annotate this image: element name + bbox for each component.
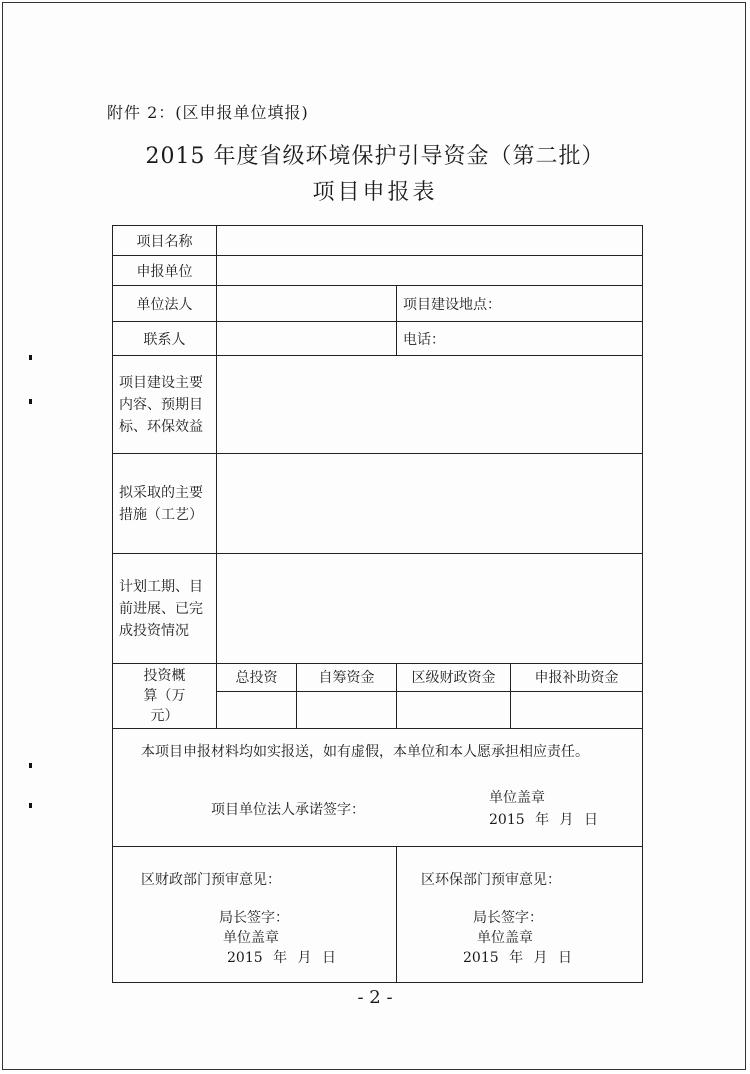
total-investment-header: 总投资 bbox=[217, 664, 297, 692]
pledge-section bbox=[113, 729, 643, 847]
page-number: - 2 - bbox=[357, 987, 393, 1008]
finance-seal-label: 单位盖章 bbox=[223, 930, 279, 946]
measures-field[interactable] bbox=[217, 454, 643, 554]
document-title: 2015 年度省级环境保护引导资金（第二批） bbox=[145, 144, 605, 169]
investment-label: 投资概算（万元） bbox=[113, 664, 217, 729]
env-opinion-title: 区环保部门预审意见： bbox=[421, 872, 561, 888]
phone-label: 电话： bbox=[403, 331, 445, 348]
finance-sign-label: 局长签字： bbox=[219, 910, 289, 926]
env-sign-label: 局长签字： bbox=[473, 910, 543, 926]
phone-field[interactable] bbox=[397, 322, 643, 356]
pledge-date: 2015 年 月 日 bbox=[489, 812, 598, 828]
project-name-label: 项目名称 bbox=[113, 226, 217, 256]
finance-date: 2015 年 月 日 bbox=[227, 950, 336, 966]
subsidy-requested-field[interactable] bbox=[511, 691, 643, 728]
self-raised-header: 自筹资金 bbox=[297, 664, 397, 692]
legal-rep-field[interactable] bbox=[217, 286, 397, 322]
env-opinion-cell bbox=[397, 847, 643, 983]
content-field[interactable] bbox=[217, 356, 643, 454]
schedule-field[interactable] bbox=[217, 554, 643, 664]
pledge-seal-label: 单位盖章 bbox=[489, 790, 545, 806]
attachment-note: 附件 2：(区申报单位填报) bbox=[107, 103, 309, 122]
applicant-label: 申报单位 bbox=[113, 256, 217, 286]
document-subtitle: 项目申报表 bbox=[312, 180, 438, 205]
subsidy-requested-header: 申报补助资金 bbox=[511, 664, 643, 692]
district-fiscal-field[interactable] bbox=[397, 691, 511, 728]
applicant-field[interactable] bbox=[217, 256, 643, 286]
location-field[interactable] bbox=[397, 286, 643, 322]
pledge-statement: 本项目申报材料均如实报送，如有虚假，本单位和本人愿承担相应责任。 bbox=[141, 744, 589, 760]
scan-mark bbox=[29, 399, 32, 404]
self-raised-field[interactable] bbox=[297, 691, 397, 728]
scan-mark bbox=[29, 355, 32, 360]
scan-mark bbox=[29, 763, 32, 768]
env-seal-label: 单位盖章 bbox=[477, 930, 533, 946]
env-date: 2015 年 月 日 bbox=[463, 950, 572, 966]
schedule-label: 计划工期、目前进展、已完成投资情况 bbox=[113, 554, 217, 664]
measures-label: 拟采取的主要措施（工艺） bbox=[113, 454, 217, 554]
total-investment-field[interactable] bbox=[217, 691, 297, 728]
project-name-field[interactable] bbox=[217, 226, 643, 256]
location-label: 项目建设地点： bbox=[403, 296, 501, 313]
legal-rep-label: 单位法人 bbox=[113, 286, 217, 322]
contact-label: 联系人 bbox=[113, 322, 217, 356]
finance-opinion-title: 区财政部门预审意见： bbox=[141, 872, 281, 888]
scan-mark bbox=[29, 803, 32, 808]
finance-opinion-cell bbox=[113, 847, 397, 983]
application-form-table bbox=[112, 225, 643, 983]
content-label: 项目建设主要内容、预期目标、环保效益 bbox=[113, 356, 217, 454]
contact-field[interactable] bbox=[217, 322, 397, 356]
document-page bbox=[2, 2, 746, 1070]
district-fiscal-header: 区级财政资金 bbox=[397, 664, 511, 692]
pledge-signature-label: 项目单位法人承诺签字： bbox=[211, 802, 365, 818]
